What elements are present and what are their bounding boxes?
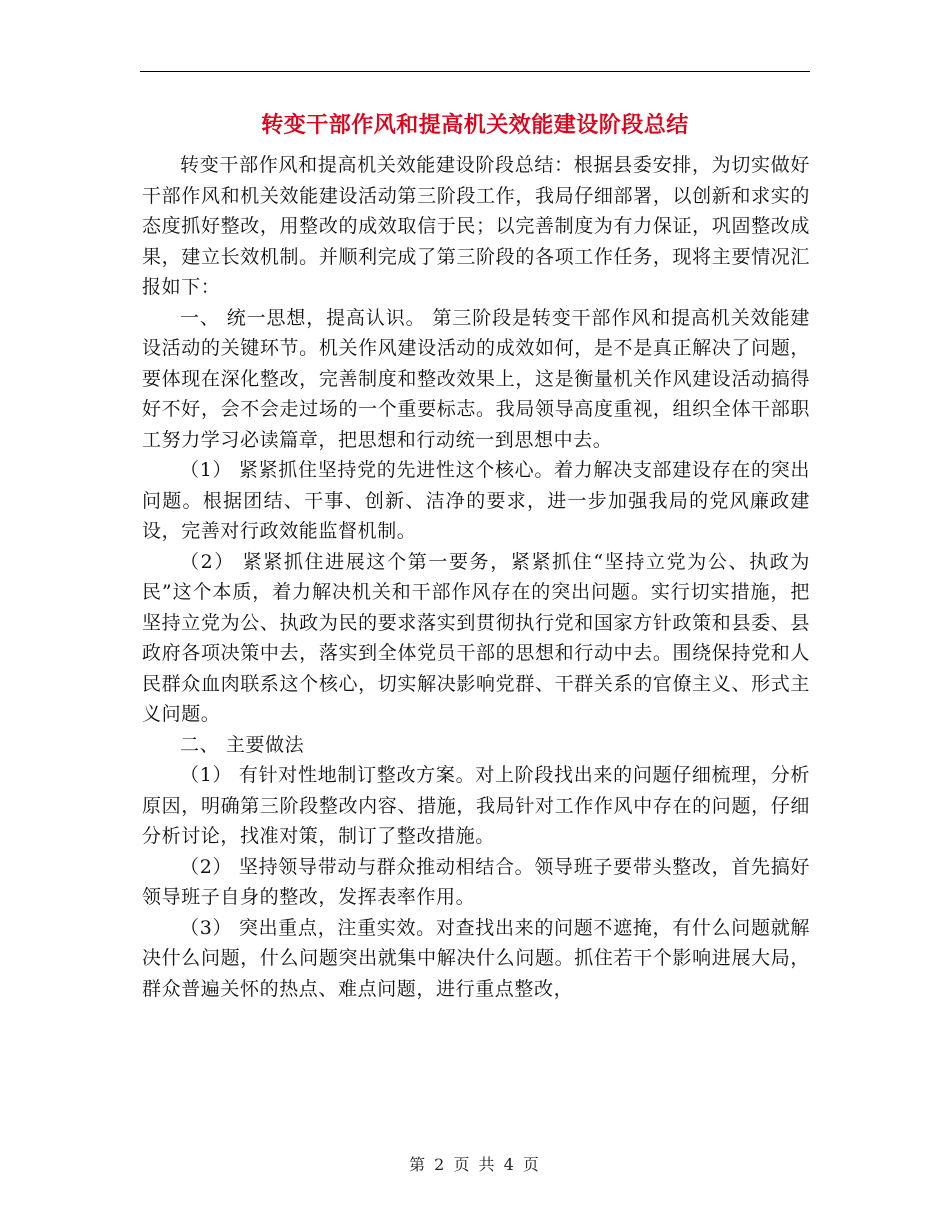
- paragraph-item-1-1: （1） 紧紧抓住坚持党的先进性这个核心。着力解决支部建设存在的突出问题。根据团结、干事、创新、洁净的要求，进一步加强我局的党风廉政建设，完善对行政效能监督机制。: [142, 459, 810, 542]
- paragraph-item-2-2: （2） 坚持领导带动与群众推动相结合。领导班子要带头整改，首先搞好领导班子自身的整改，发挥表率作用。: [142, 855, 810, 908]
- paragraph-section-2: 二、 主要做法: [180, 733, 305, 756]
- page-footer: 第 2 页 共 4 页: [409, 1155, 541, 1174]
- header-rule: [140, 71, 810, 72]
- document-title: 转变干部作风和提高机关效能建设阶段总结: [261, 112, 689, 138]
- paragraph-section-1: 一、 统一思想，提高认识。 第三阶段是转变干部作风和提高机关效能建设活动的关键环节。机关作风建设活动的成效如何，是不是真正解决了问题，要体现在深化整改，完善制度和整改效果上，这是衡量机关作风建设活动搞得好不好，会不会走过场的一个重要标志。我局领导高度重视，组织全体干部职工努力学习必读篇章，把思想和行动统一到思想中去。: [142, 306, 810, 451]
- paragraph-item-1-2: （2） 紧紧抓住进展这个第一要务，紧紧抓住“坚持立党为公、执政为民”这个本质，着力解决机关和干部作风存在的突出问题。实行切实措施，把坚持立党为公、执政为民的要求落实到贯彻执行党和国家方针政策和县委、县政府各项决策中去，落实到全体党员干部的思想和行动中去。围绕保持党和人民群众血肉联系这个核心，切实解决影响党群、干群关系的官僚主义、形式主义问题。: [142, 550, 810, 725]
- paragraph-item-2-1: （1） 有针对性地制订整改方案。对上阶段找出来的问题仔细梳理，分析原因，明确第三阶段整改内容、措施，我局针对工作作风中存在的问题，仔细分析讨论，找准对策，制订了整改措施。: [142, 764, 810, 847]
- paragraph-item-2-3: （3） 突出重点，注重实效。对查找出来的问题不遮掩，有什么问题就解决什么问题，什么问题突出就集中解决什么问题。抓住若干个影响进展大局，群众普遍关怀的热点、难点问题，进行重点整改，: [142, 916, 810, 1000]
- paragraph-intro: 转变干部作风和提高机关效能建设阶段总结：根据县委安排，为切实做好干部作风和机关效能建设活动第三阶段工作，我局仔细部署，以创新和求实的态度抓好整改，用整改的成效取信于民；以完善制度为有力保证，巩固整改成果，建立长效机制。并顺利完成了第三阶段的各项工作任务，现将主要情况汇报如下：: [142, 154, 810, 298]
- document-body: [142, 150, 810, 1004]
